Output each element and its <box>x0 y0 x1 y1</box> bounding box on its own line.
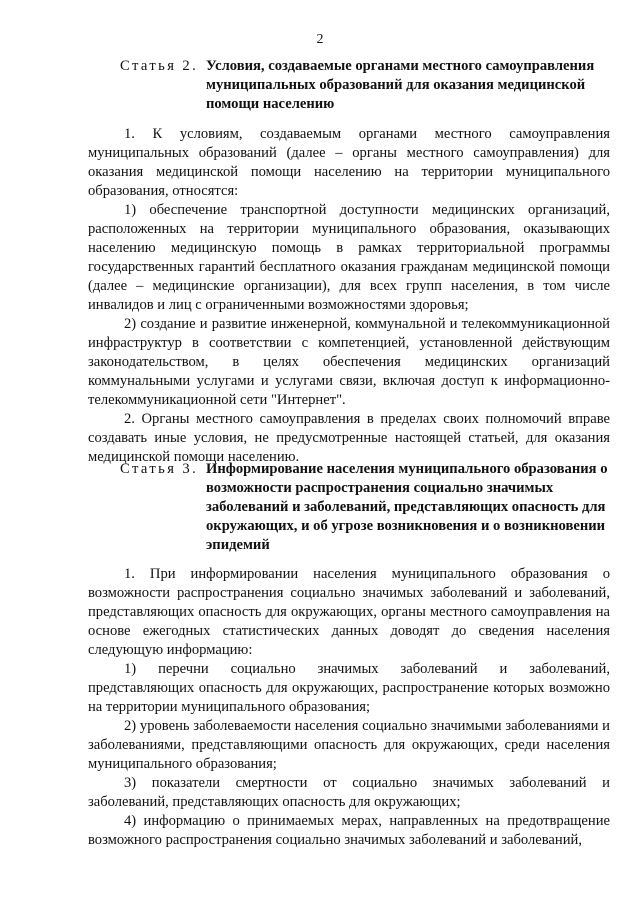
paragraph: 1. К условиям, создаваемым органами местного самоуправления муниципальных образований (далее – органы местного самоуправления) для оказания медицинской помощи населению на территории муниципального образования, относятся: <box>88 126 610 199</box>
article-3-title: Информирование населения муниципального образования о возможности распространения социально значимых заболеваний и заболеваний, представляющих опасность для окружающих, и об угрозе возникновения и о возникновении эпидемий <box>206 461 608 553</box>
paragraph: 2) создание и развитие инженерной, коммунальной и телекоммуникационной инфраструктур в соответствии с компетенцией, установленной действующим законодательством, в целях обеспечения медицинских организаций коммунальными услугами и услугами связи, включая доступ к информационно-телекоммуникационной сети "Интернет". <box>88 316 610 408</box>
paragraph: 2) уровень заболеваемости населения социально значимыми заболеваниями и заболеваниями, представляющими опасность для окружающих, среди населения муниципального образования; <box>88 718 610 772</box>
article-3-body <box>88 565 610 850</box>
paragraph: 4) информацию о принимаемых мерах, направленных на предотвращение возможного распространения социально значимых заболеваний и заболеваний, <box>88 813 610 848</box>
article-3-label: Статья 3. <box>120 461 199 477</box>
article-2-body <box>88 125 610 467</box>
paragraph: 3) показатели смертности от социально значимых заболеваний и заболеваний, представляющих опасность для окружающих; <box>88 775 610 810</box>
article-2-label: Статья 2. <box>120 58 199 74</box>
article-2-title: Условия, создаваемые органами местного самоуправления муниципальных образований для оказания медицинской помощи населению <box>206 58 595 112</box>
paragraph: 2. Органы местного самоуправления в пределах своих полномочий вправе создавать иные условия, не предусмотренные настоящей статьей, для оказания медицинской помощи населению. <box>88 411 610 465</box>
paragraph: 1. При информировании населения муниципального образования о возможности распространения социально значимых заболеваний и заболеваний, представляющих опасность для окружающих, органы местного самоуправления на основе ежегодных статистических данных доводят до сведения населения следующую информацию: <box>88 566 610 658</box>
paragraph: 1) обеспечение транспортной доступности медицинских организаций, расположенных на территории муниципального образования, оказывающих населению медицинскую помощь в рамках территориальной программы государственных гарантий бесплатного оказания гражданам медицинской помощи (далее – медицинские организации), для всех групп населения, в том числе инвалидов и лиц с ограниченными возможностями здоровья; <box>88 202 610 313</box>
page-number: 2 <box>316 32 324 47</box>
paragraph: 1) перечни социально значимых заболеваний и заболеваний, представляющих опасность для окружающих, распространение которых возможно на территории муниципального образования; <box>88 661 610 715</box>
